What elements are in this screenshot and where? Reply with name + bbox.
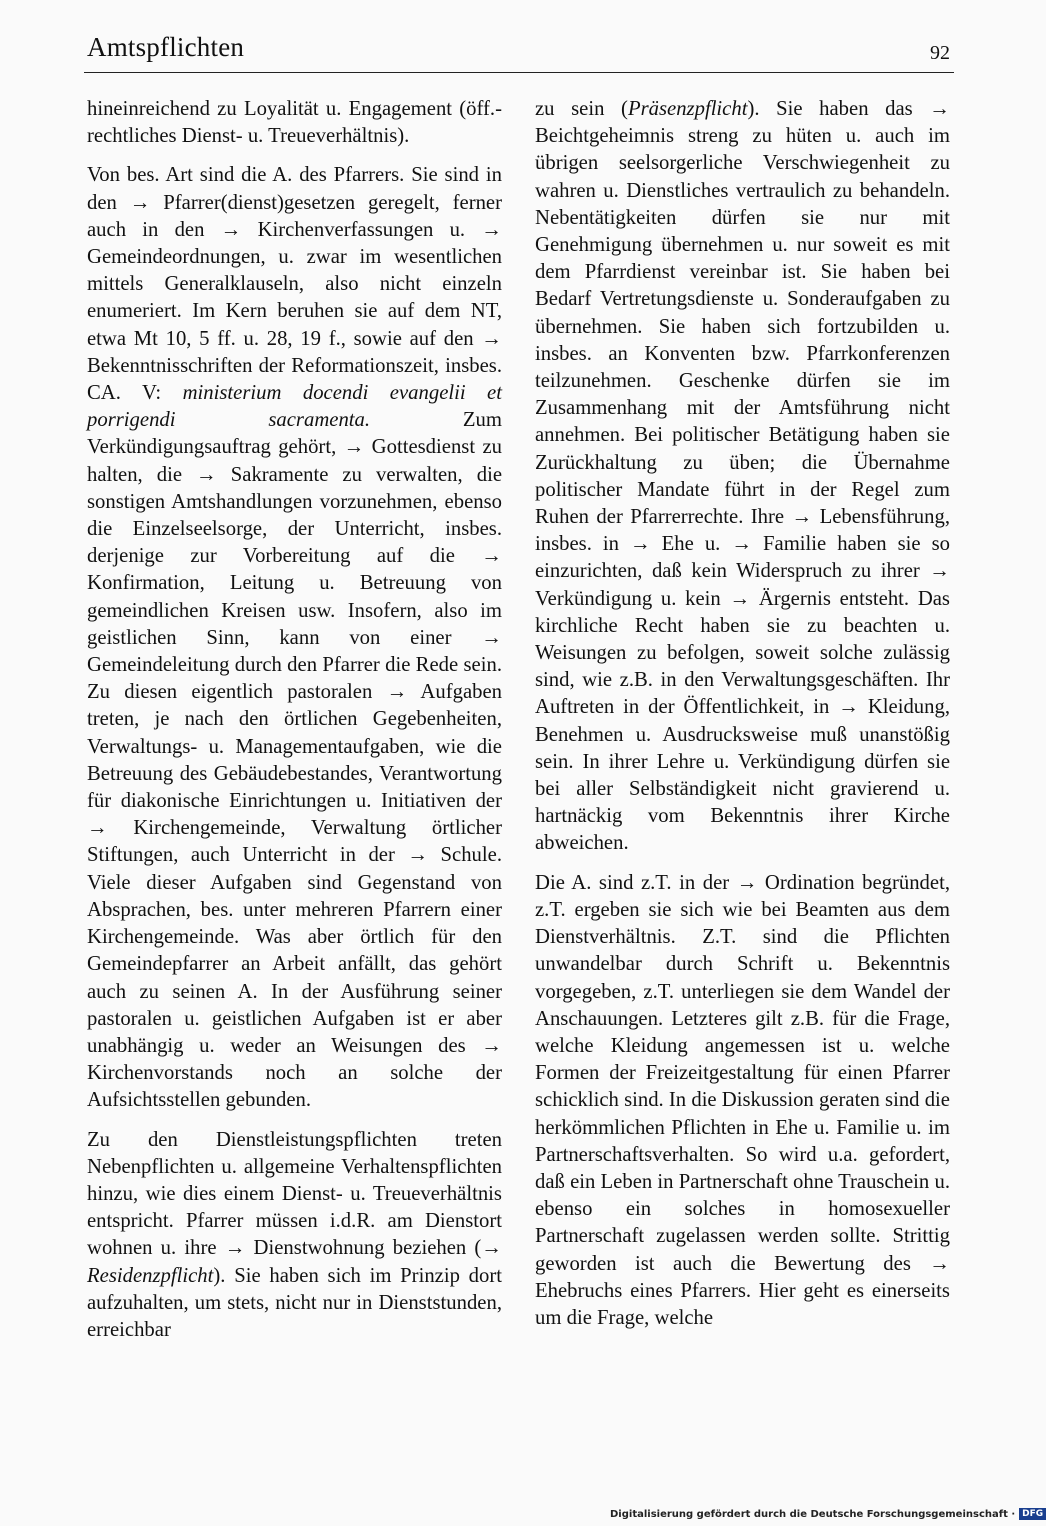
running-header bbox=[84, 30, 954, 73]
left-paragraph-3 bbox=[87, 1127, 502, 1345]
paragraph-text: ). Sie haben das → Beichtgeheimnis streng zu hüten u. auch im übrigen seelsorgerliche Verschwiegenheit zu wahren u. Dienstliches vertraulich zu behandeln. Nebentätigkeiten dürfen sie nur mit Genehmigung übernehmen u. nur soweit es mit dem Pfarrdienst vereinbar ist. Sie haben bei Bedarf Vertretungsdienste u. Sonderaufgaben zu übernehmen. Sie haben sich fortzubilden u. insbes. an Konventen bzw. Pfarrkonferenzen teilzunehmen. Geschenke dürfen sie im Zusammenhang mit der Amtsführung nicht annehmen. Bei politischer Betätigung haben sie Zurückhaltung zu üben; die Übernahme politischer Mandate führt in der Regel zum Ruhen der Pfarrerrechte. Ihre → Lebensführung, insbes. in → Ehe u. → Familie haben sie so einzurichten, daß kein Widerspruch zu ihrer → Verkündigung u. kein → Ärgernis entsteht. Das kirchliche Recht haben sie zu beachten u. Weisungen zu befolgen, soweit solche zulässig sind, wie z.B. in den Verwaltungsgeschäften. Ihr Auftreten in der Öffentlichkeit, in → Kleidung, Benehmen u. Ausdrucksweise muß unanstößig sein. In ihrer Lehre u. Verkündigung dürfen sie bei aller Selbständigkeit nicht gravierend u. hartnäckig vom Bekenntnis ihrer Kirche abweichen. bbox=[535, 98, 950, 855]
term-praesenzpflicht: Präsenzpflicht bbox=[627, 98, 748, 120]
left-paragraph-2 bbox=[87, 162, 502, 1114]
paragraph-text: Zu den Dienstleistungspflichten treten Nebenpflichten u. allgemeine Verhaltenspflichten hinzu, wie dies einem Dienst- u. Treueverhältnis entspricht. Pfarrer müssen i.d.R. am Dienstort wohnen u. ihre → Dienstwohnung beziehen (→ bbox=[87, 1128, 502, 1260]
latin-quote: ministerium docendi evangelii et porrigendi sacramenta. bbox=[87, 382, 502, 432]
page-title: Amtspflichten bbox=[87, 32, 245, 62]
paragraph-text: Die A. sind z.T. in der → Ordination begründet, z.T. ergeben sie sich wie bei Beamten aus dem Dienstverhältnis. Z.T. sind die Pflichten unwandelbar durch Schrift u. Bekenntnis vorgegeben, z.T. unterliegen sie dem Wandel der Anschauungen. Letzteres gilt z.B. für die Frage, welche Kleidung angemessen ist u. welche Formen der Freizeitgestaltung für einen Pfarrer schicklich sind. In die Diskussion geraten sind die herkömmlichen Pflichten in Ehe u. Familie u. im Partnerschaftsverhalten. So wird u.a. gefordert, daß ein Leben in Partnerschaft ohne Trauschein u. ebenso ein solches in homosexueller Partnerschaft zugelassen werden sollte. Strittig geworden ist auch die Bewertung des → Ehebruchs eines Pfarrers. Hier geht es einerseits um die Frage, welche bbox=[535, 871, 950, 1329]
digitization-credit bbox=[610, 1508, 1046, 1520]
paragraph-text: zu sein ( bbox=[535, 98, 628, 120]
paragraph-text: Von bes. Art sind die A. des Pfarrers. Sie sind in den → Pfarrer(dienst)gesetzen geregelt, ferner auch in den → Kirchenverfassungen u. → Gemeindeordnungen, u. zwar im wesentlichen mittels Generalklauseln, also nicht einzeln enumeriert. Im Kern beruhen sie auf dem NT, etwa Mt 10, 5 ff. u. 28, 19 f., sowie auf den → Bekenntnisschriften der Reformationszeit, insbes. CA. V: bbox=[87, 164, 502, 405]
paragraph-text: ). Sie haben sich im Prinzip dort aufzuhalten, um stets, nicht nur in Dienststunden, erreichbar bbox=[87, 1264, 502, 1341]
left-column bbox=[87, 96, 502, 1356]
right-paragraph-1 bbox=[535, 96, 950, 858]
term-residenzpflicht: Residenzpflicht bbox=[87, 1264, 214, 1287]
right-paragraph-2 bbox=[535, 870, 950, 1332]
page-number: 92 bbox=[930, 42, 950, 64]
left-paragraph-1 bbox=[87, 96, 502, 150]
credit-text: Digitalisierung gefördert durch die Deutsche Forschungsgemeinschaft · bbox=[610, 1509, 1016, 1520]
right-column bbox=[535, 96, 950, 1344]
paragraph-text: hineinreichend zu Loyalität u. Engagement (öff.-rechtliches Dienst- u. Treueverhältnis). bbox=[87, 98, 502, 148]
dfg-logo: DFG bbox=[1019, 1508, 1046, 1520]
paragraph-text: Zum Verkündigungsauftrag gehört, → Gottesdienst zu halten, die → Sakramente zu verwalten, die sonstigen Amtshandlungen vorzunehmen, ebenso die Einzelseelsorge, der Unterricht, insbes. derjenige zur Vorbereitung auf die → Konfirmation, Leitung u. Betreuung von gemeindlichen Kreisen usw. Insofern, also im geistlichen Sinn, kann von einer → Gemeindeleitung durch den Pfarrer die Rede sein. Zu diesen eigentlich pastoralen → Aufgaben treten, je nach den örtlichen Gegebenheiten, Verwaltungs- u. Managementaufgaben, wie die Betreuung des Gebäudebestandes, Verantwortung für diakonische Einrichtungen u. Initiativen der → Kirchengemeinde, Verwaltung örtlicher Stiftungen, auch Unterricht in der → Schule. Viele dieser Aufgaben sind Gegenstand von Absprachen, bes. unter mehreren Pfarrern einer Kirchengemeinde. Was aber örtlich für den Gemeindepfarrer an Arbeit anfällt, das gehört auch zu seinen A. In der Ausführung seiner pastoralen u. geistlichen Aufgaben ist er aber unabhängig u. weder an Weisungen des → Kirchenvorstands noch an solche der Aufsichtsstellen gebunden. bbox=[87, 409, 502, 1112]
